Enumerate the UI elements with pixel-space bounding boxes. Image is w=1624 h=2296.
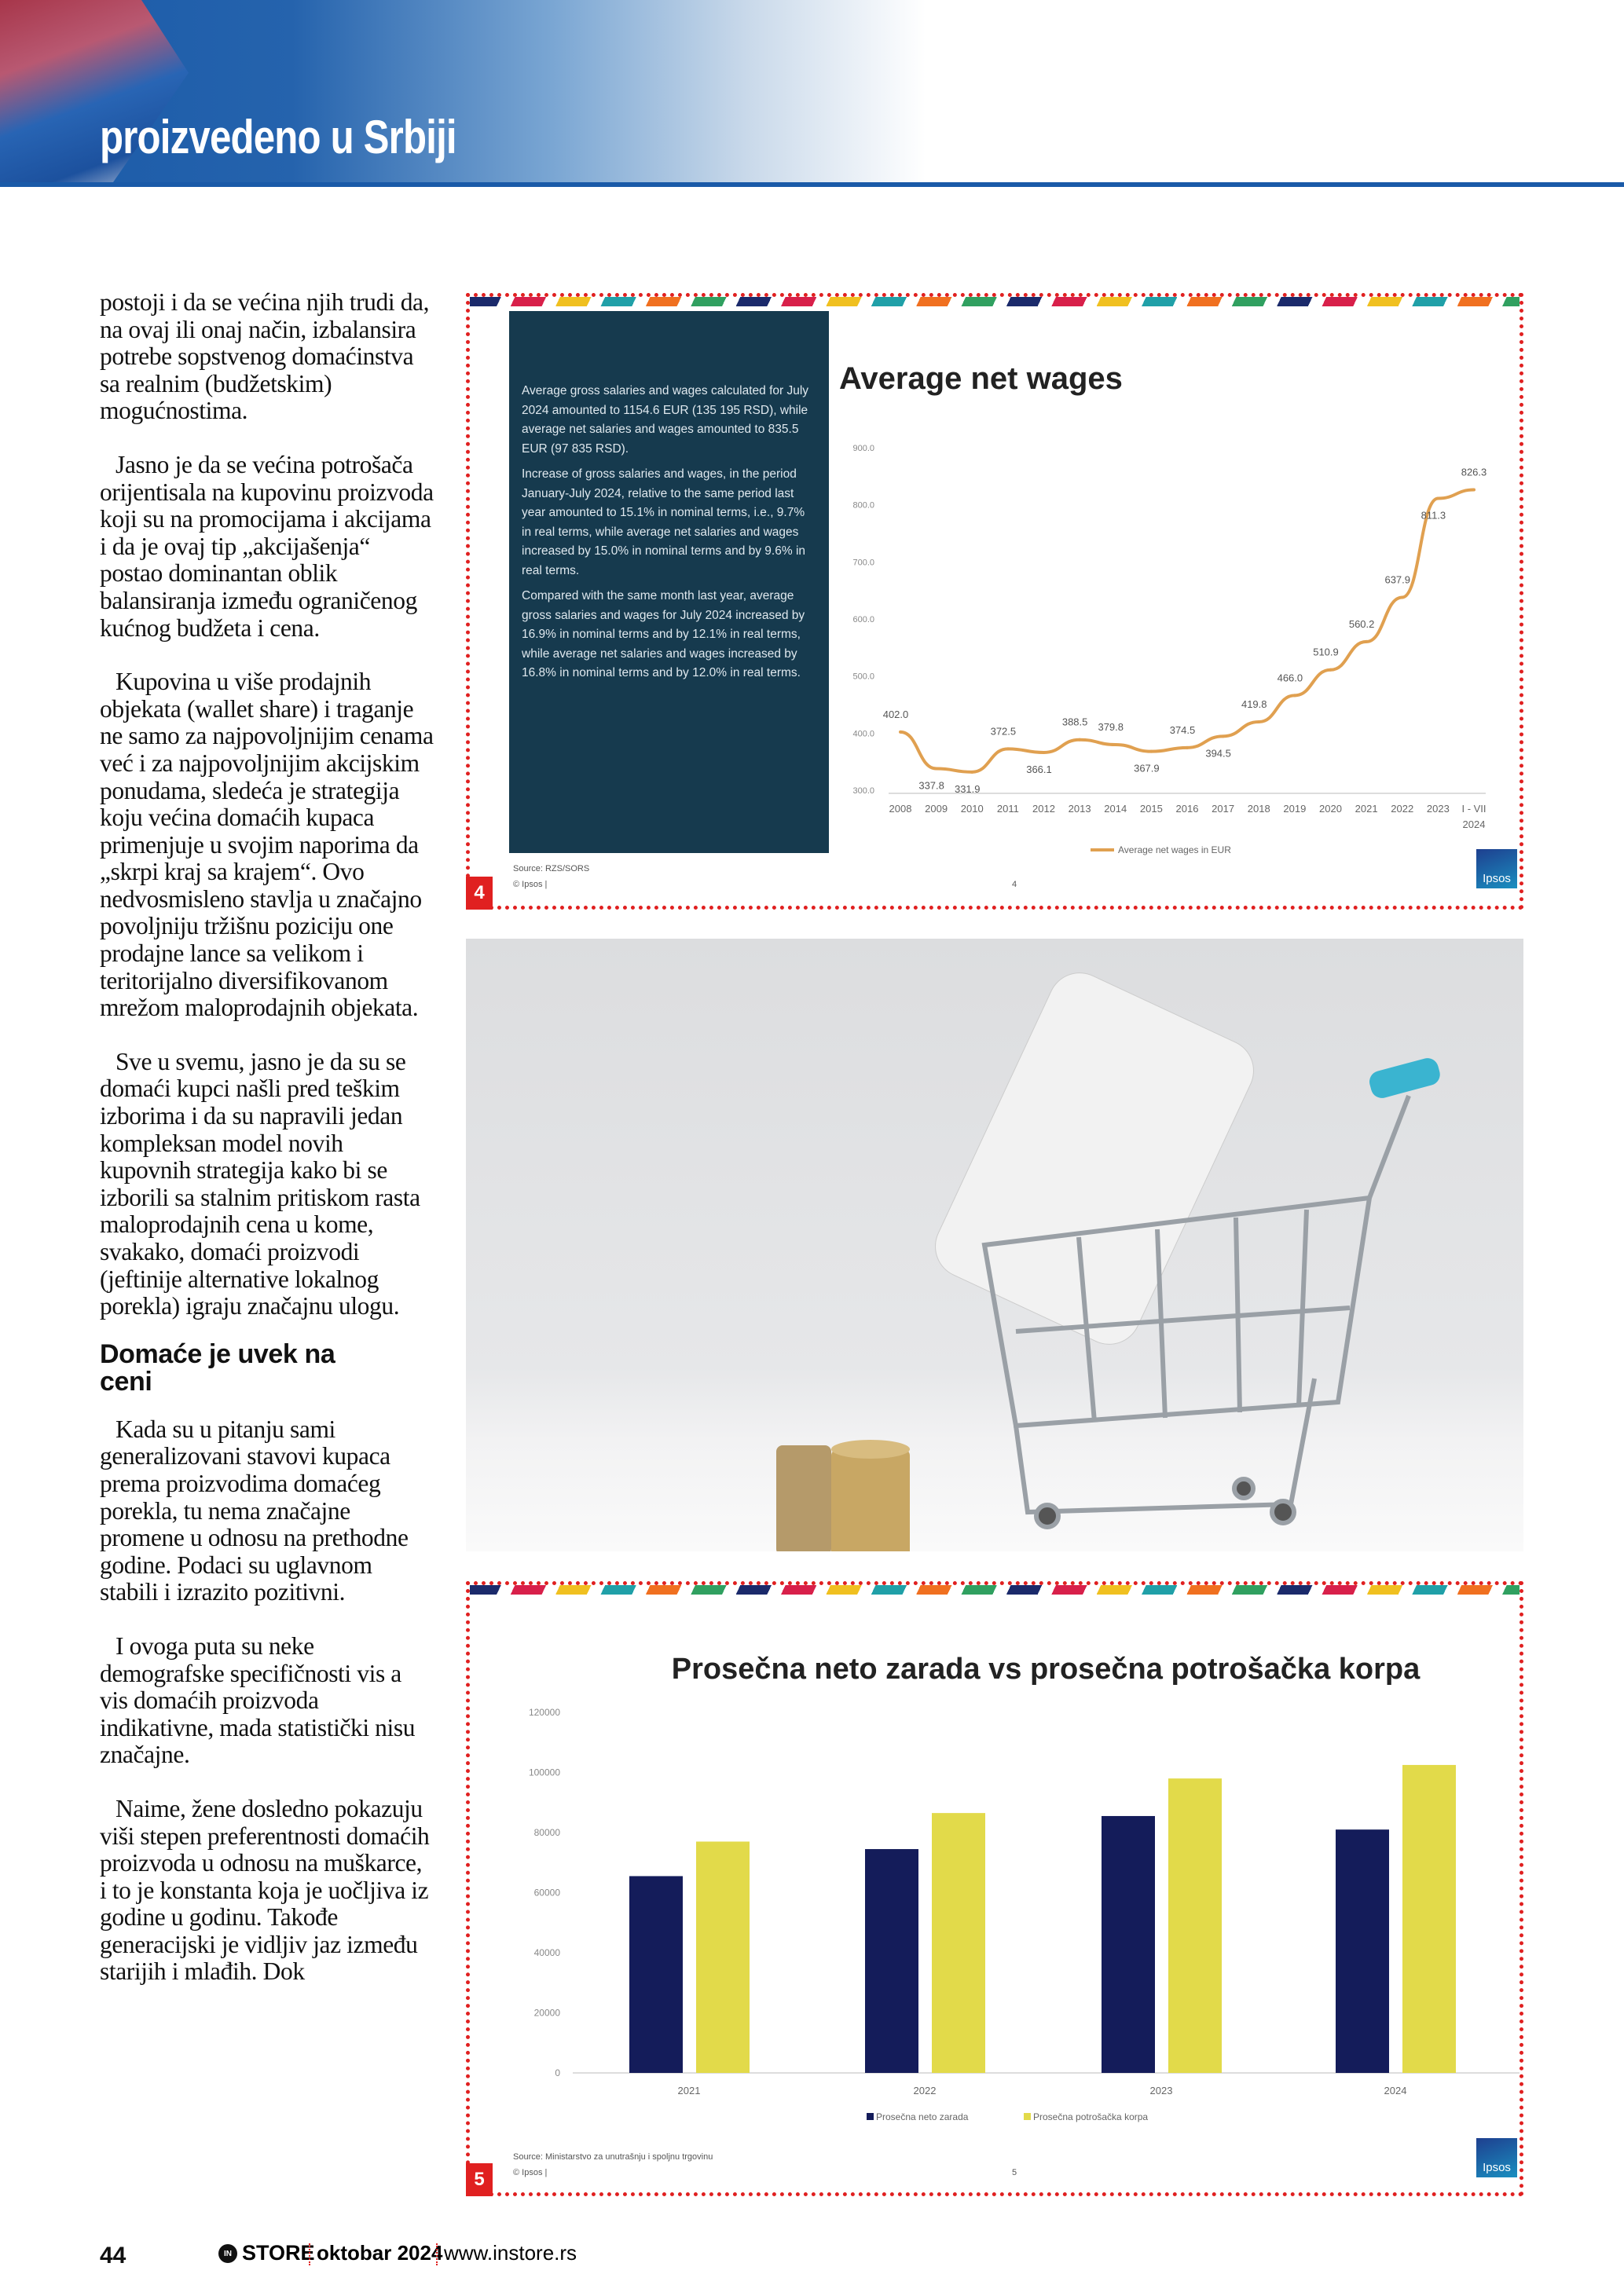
footer-url[interactable]: www.instore.rs <box>444 2241 577 2265</box>
data-label: 337.8 <box>918 779 944 792</box>
x-tick-label: 2022 <box>1391 803 1414 815</box>
article-paragraph: Kupovina u više prodajnih objekata (wallet share) i traganje ne samo za najpovoljnijim cenama već i za najpovoljnijim akcijskim ponudama, sledeća je strategija koju većina domaćih kupaca primenjuje u svojim naporima da „skrpi kraj sa krajem“. Ovo nedvosmisleno stavlja u značajno povoljniju tržišnu poziciju one prodajne lance sa velikom i teritorijalno diversifikovanom mrežom maloprodajnih objekata. <box>100 668 434 1022</box>
y-tick-label: 80000 <box>533 1827 560 1838</box>
y-tick-label: 40000 <box>533 1947 560 1958</box>
article-subheading: Domaće je uvek na ceni <box>100 1338 335 1397</box>
x-tick-label: 2023 <box>1426 803 1450 815</box>
data-label: 372.5 <box>990 725 1017 738</box>
data-point <box>1401 595 1404 599</box>
header-divider <box>0 182 1624 187</box>
y-tick-label: 0 <box>555 2067 560 2078</box>
x-tick-label: 2010 <box>960 803 984 815</box>
x-tick-label: 2024 <box>1462 818 1486 830</box>
data-label: 388.5 <box>1061 716 1088 728</box>
source-note: Source: Ministarstvo za unutrašnju i spoljnu trgovinu <box>513 2152 713 2162</box>
data-label: 419.8 <box>1241 698 1267 710</box>
data-label: 379.8 <box>1098 721 1124 734</box>
slide-page-mark: 4 <box>1012 880 1017 889</box>
bar-consumer-basket <box>696 1841 750 2073</box>
wage-note: Compared with the same month last year, average gross salaries and wages for July 2024 increased by 16.9% in nominal terms and by 12.1% in real terms, while average net salaries and wages increased by 16.8% in nominal terms and by 12.0% in real terms. <box>522 589 805 679</box>
data-point <box>935 767 938 771</box>
slide-page-mark: 5 <box>1012 2168 1017 2177</box>
y-tick-label: 700.0 <box>852 558 874 568</box>
x-tick-label: 2021 <box>677 2085 701 2096</box>
y-tick-label: 400.0 <box>852 729 874 739</box>
copyright-note: © Ipsos | <box>513 2168 548 2177</box>
data-point <box>1293 694 1296 697</box>
shopping-cart-illustration <box>466 939 1523 1551</box>
wage-note: Increase of gross salaries and wages, in the period January-July 2024, relative to the same period last year amounted to 15.1% in nominal terms, i.e., 9.7% in real terms, while average net salaries and wages increased by 15.0% in nominal terms and by 9.6% in real terms. <box>522 467 806 577</box>
section-title: proizvedeno u Srbiji <box>100 111 456 163</box>
chart-title: Prosečna neto zarada vs prosečna potrošačka korpa <box>671 1653 1421 1686</box>
x-tick-label: 2022 <box>913 2085 937 2096</box>
bar-consumer-basket <box>932 1813 985 2073</box>
data-label: 366.1 <box>1026 763 1052 775</box>
article-column <box>100 289 434 2012</box>
data-point <box>1365 640 1368 643</box>
data-point <box>1149 750 1153 753</box>
legend-label: Prosečna neto zarada <box>876 2111 969 2122</box>
data-point <box>1078 738 1081 742</box>
x-tick-label: 2023 <box>1149 2085 1173 2096</box>
figure-number-badge: 4 <box>466 877 493 910</box>
footer-issue: oktobar 2024 <box>317 2241 443 2265</box>
bar-chart <box>470 1585 1520 2192</box>
x-tick-label: 2016 <box>1175 803 1199 815</box>
article-paragraph: Jasno je da se većina potrošača orijentisala na kupovinu proizvoda koji su na promocijama i akcijama i da je ovaj tip „akcijašenja“ postao dominantan oblik balansiranja između ograničenog kućnog budžeta i cena. <box>100 450 434 642</box>
x-tick-label: 2014 <box>1104 803 1127 815</box>
page-number: 44 <box>100 2243 126 2269</box>
legend-label: Average net wages in EUR <box>1118 844 1231 855</box>
legend-label: Prosečna potrošačka korpa <box>1033 2111 1149 2122</box>
footer-divider <box>309 2243 310 2265</box>
data-point <box>1257 720 1260 723</box>
y-tick-label: 100000 <box>528 1767 560 1778</box>
article-paragraph: I ovoga puta su neke demografske specifičnosti vis a vis domaćih proizvoda indikativne, mada statistički nisu značajne. <box>100 1631 416 1769</box>
data-point <box>899 731 902 734</box>
x-tick-label: 2020 <box>1319 803 1342 815</box>
ipsos-logo: Ipsos <box>1476 2138 1517 2177</box>
y-tick-label: 600.0 <box>852 615 874 624</box>
x-tick-label: 2021 <box>1355 803 1378 815</box>
data-point <box>1472 489 1476 492</box>
article-paragraph: Sve u svemu, jasno je da su se domaći kupci našli pred teškim izborima i da su napravili jedan kompleksan model novih kupovnih strategija kako bi se izborili sa stalnim pritiskom rasta maloprodajnih cena u kome, svakako, domaći proizvodi (jeftinije alternative lokalnog porekla) igraju značajnu ulogu. <box>100 1047 420 1320</box>
y-tick-label: 300.0 <box>852 786 874 796</box>
data-label: 367.9 <box>1134 762 1160 774</box>
x-tick-label: 2017 <box>1212 803 1235 815</box>
bar-consumer-basket <box>1168 1778 1222 2073</box>
y-tick-label: 800.0 <box>852 500 874 511</box>
x-tick-label: 2011 <box>996 803 1019 815</box>
x-tick-label: 2013 <box>1068 803 1091 815</box>
x-tick-label: 2009 <box>925 803 948 815</box>
copyright-note: © Ipsos | <box>513 880 548 889</box>
y-tick-label: 20000 <box>533 2007 560 2019</box>
legend-swatch <box>867 2113 874 2120</box>
y-tick-label: 120000 <box>528 1707 560 1718</box>
cart-handle <box>1367 1056 1443 1100</box>
y-tick-label: 500.0 <box>852 672 874 682</box>
x-tick-label: 2019 <box>1283 803 1307 815</box>
article-paragraph: postoji i da se većina njih trudi da, na ovaj ili onaj način, izbalansira potrebe sopstvenog domaćinstva sa realnim (budžetskim) mogućnostima. <box>100 288 430 425</box>
article-paragraph: Kada su u pitanju sami generalizovani stavovi kupaca prema proizvodima domaćeg porekla, tu nema značajne promene u odnosu na prethodne godine. Podaci su uglavnom stabili i izrazito pozitivni. <box>100 1415 409 1606</box>
article-paragraph: Naime, žene dosledno pokazuju viši stepen preferentnosti domaćih proizvoda u odnosu na muškarce, i to je konstanta koja je uočljiva iz godine u godinu. Takođe generacijski je vidljiv jaz između starijih i mlađih. Dok <box>100 1794 430 1986</box>
x-tick-label: 2024 <box>1384 2085 1407 2096</box>
bar-net-wage <box>629 1876 683 2073</box>
data-point <box>1329 668 1333 672</box>
instore-logo-icon: IN <box>218 2244 237 2263</box>
x-tick-label: 2015 <box>1139 803 1163 815</box>
bar-net-wage <box>1336 1829 1389 2073</box>
footer-brand: STORE <box>242 2241 315 2265</box>
bar-consumer-basket <box>1402 1765 1456 2073</box>
data-label: 811.3 <box>1421 509 1446 522</box>
x-tick-label: 2008 <box>889 803 912 815</box>
line-chart <box>470 297 1520 906</box>
data-point <box>1436 496 1439 500</box>
wage-note: Average gross salaries and wages calculated for July 2024 amounted to 1154.6 EUR (135 195 RSD), while average net salaries and wages amounted to 835.5 EUR (97 835 RSD). <box>522 384 809 456</box>
ipsos-logo: Ipsos <box>1476 849 1517 888</box>
data-point <box>1006 747 1010 750</box>
data-label: 331.9 <box>954 782 981 795</box>
data-label: 466.0 <box>1277 672 1303 684</box>
legend-swatch <box>1024 2113 1031 2120</box>
data-point <box>1114 743 1117 746</box>
x-tick-label: 2018 <box>1247 803 1270 815</box>
data-point <box>1186 746 1189 749</box>
data-point <box>1043 751 1046 754</box>
figure-number-badge: 5 <box>466 2163 493 2196</box>
data-point <box>1222 734 1225 738</box>
source-note: Source: RZS/SORS <box>513 864 590 873</box>
data-label: 637.9 <box>1384 573 1411 586</box>
x-tick-label: 2012 <box>1032 803 1055 815</box>
bar-net-wage <box>1102 1816 1155 2073</box>
data-label: 374.5 <box>1169 723 1196 736</box>
coin-stack-icon <box>776 1440 910 1551</box>
x-tick-label: I - VII <box>1461 803 1487 815</box>
y-tick-label: 900.0 <box>852 444 874 453</box>
data-label: 560.2 <box>1348 617 1375 630</box>
receipt-roll-icon <box>925 963 1263 1355</box>
bar-net-wage <box>865 1849 918 2073</box>
footer-divider <box>436 2243 438 2265</box>
figure-wage-vs-basket <box>466 1581 1523 2196</box>
figure-average-net-wages <box>466 293 1523 910</box>
data-label: 402.0 <box>882 708 909 720</box>
chart-title: Average net wages <box>839 361 1123 396</box>
data-label: 510.9 <box>1313 646 1339 658</box>
y-tick-label: 60000 <box>533 1887 560 1899</box>
data-label: 826.3 <box>1461 466 1487 478</box>
shopping-cart-photo <box>466 939 1523 1551</box>
data-label: 394.5 <box>1205 747 1231 760</box>
data-point <box>970 771 973 774</box>
